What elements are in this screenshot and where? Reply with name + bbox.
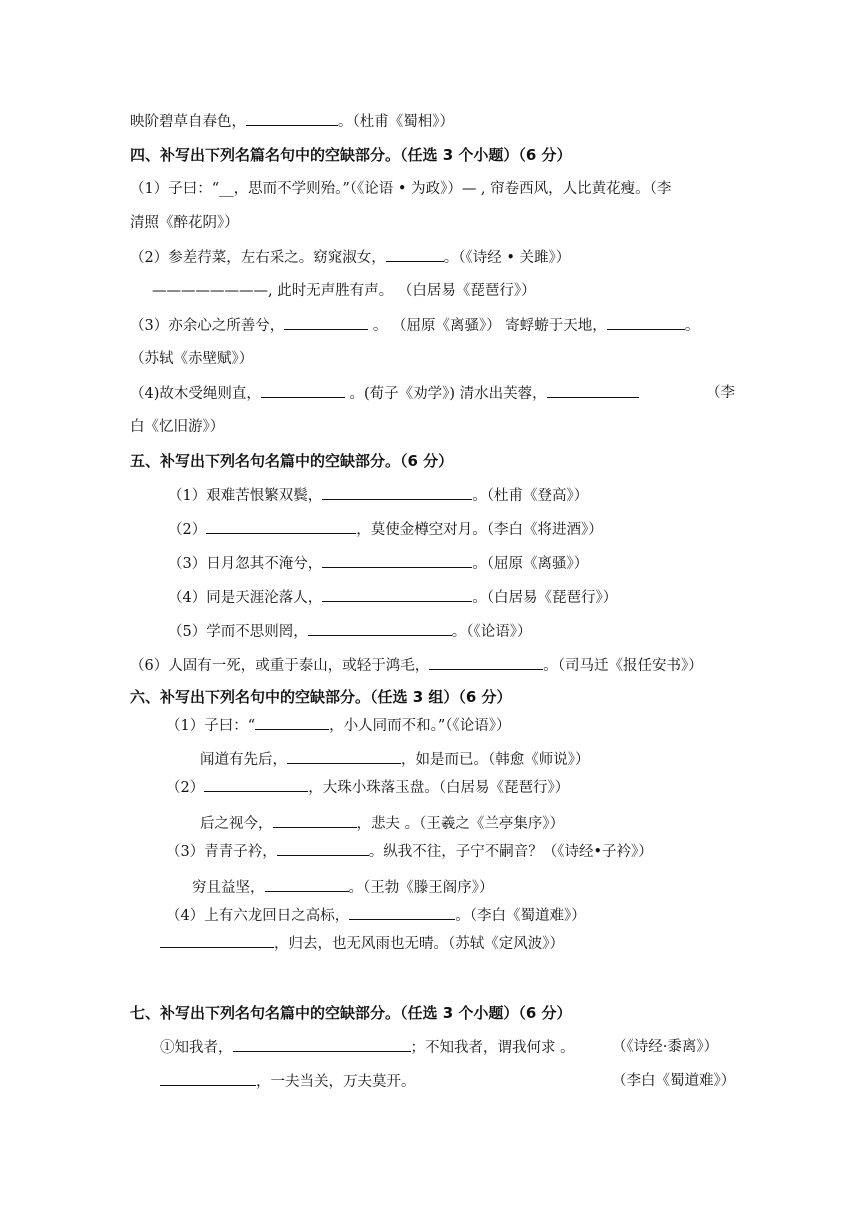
section-6-heading: 六、补写出下列名句中的空缺部分。（任选 3 组）（6 分） bbox=[130, 688, 512, 706]
text: 。（杜甫《蜀相》） bbox=[338, 114, 454, 130]
text: ，悲夫 。（王羲之《兰亭集序》） bbox=[356, 816, 565, 832]
answer-blank[interactable] bbox=[386, 247, 444, 262]
text: 。 bbox=[684, 318, 700, 334]
text: 。（杜甫《登高》） bbox=[472, 488, 589, 504]
section-5-heading: 五、补写出下列名句名篇中的空缺部分。（6 分） bbox=[130, 452, 454, 470]
text: 。（司马迁《报任安书》） bbox=[543, 658, 703, 674]
answer-blank[interactable] bbox=[255, 715, 329, 730]
s6-q3-line2 bbox=[192, 877, 494, 898]
text: （3）青青子衿， bbox=[166, 844, 277, 860]
s6-q1-line1 bbox=[166, 715, 511, 736]
text: 。（李白《蜀道难》） bbox=[455, 908, 586, 924]
text: ①知我者， bbox=[160, 1040, 233, 1056]
answer-blank[interactable] bbox=[206, 519, 356, 534]
section-4-heading: 四、补写出下列名篇名句中的空缺部分。（任选 3 个小题）（6 分） bbox=[130, 146, 572, 164]
s4-q4-line1 bbox=[130, 383, 639, 404]
text: （1）艰难苦恨繁双鬓， bbox=[168, 488, 323, 504]
answer-blank[interactable] bbox=[607, 315, 685, 330]
s4-q3-line2: （苏轼《赤壁赋》） bbox=[130, 351, 254, 367]
text: 闻道有先后， bbox=[200, 752, 287, 768]
text: （1）子曰：“ bbox=[166, 718, 256, 734]
answer-blank[interactable] bbox=[322, 485, 472, 500]
line-shu-xiang bbox=[130, 111, 454, 132]
answer-blank[interactable] bbox=[308, 621, 452, 636]
answer-blank[interactable] bbox=[547, 383, 639, 398]
text: （4）同是天涯沦落人， bbox=[168, 590, 323, 606]
answer-blank[interactable] bbox=[246, 111, 338, 126]
answer-blank[interactable] bbox=[204, 777, 308, 792]
text: （3）日月忽其不淹兮， bbox=[168, 556, 323, 572]
text: （3）亦余心之所善兮， bbox=[130, 318, 285, 334]
answer-blank[interactable] bbox=[277, 841, 369, 856]
s4-q2-line2: ————————, 此时无声胜有声。 （白居易《琵琶行》） bbox=[152, 283, 536, 299]
text: （5）学而不思则罔， bbox=[168, 624, 308, 640]
s4-q1-line2: 清照《醉花阴》） bbox=[130, 215, 239, 231]
answer-blank[interactable] bbox=[160, 1071, 256, 1086]
answer-blank[interactable] bbox=[265, 877, 349, 892]
s6-q1-line2 bbox=[200, 749, 590, 770]
text: （2）参差荇菜，左右采之。窈窕淑女， bbox=[130, 250, 386, 266]
s4-q2-line1 bbox=[130, 247, 570, 268]
answer-blank[interactable] bbox=[287, 749, 401, 764]
text: ，如是而已。（韩愈《师说》） bbox=[401, 752, 590, 768]
text: ；不知我者，谓我何求 。 bbox=[410, 1040, 575, 1056]
text: ，莫使金樽空对月。（李白《将进酒》） bbox=[356, 522, 603, 538]
text: 映阶碧草自春色， bbox=[130, 114, 246, 130]
s6-q4-line2 bbox=[160, 933, 564, 954]
s4-q3-line1 bbox=[130, 315, 699, 336]
answer-blank[interactable] bbox=[322, 587, 472, 602]
text: 。（《诗经 • 关雎》） bbox=[443, 250, 571, 266]
text: 穷且益坚， bbox=[192, 880, 265, 896]
text: 后之视今， bbox=[200, 816, 273, 832]
answer-blank[interactable] bbox=[233, 1037, 411, 1052]
s5-q5 bbox=[168, 621, 531, 642]
answer-blank[interactable] bbox=[429, 655, 543, 670]
text: ，归去，也无风雨也无晴。（苏轼《定风波》） bbox=[274, 936, 564, 952]
text: （4）上有六龙回日之高标， bbox=[166, 908, 350, 924]
s6-q2-line1 bbox=[166, 777, 569, 798]
text: 。纵我不往，子宁不嗣音？（《诗经•子衿》） bbox=[368, 844, 653, 860]
text: （4)故木受绳则直， bbox=[130, 386, 261, 402]
text: 。（《论语》） bbox=[451, 624, 532, 640]
text: （2） bbox=[166, 780, 205, 796]
s5-q6 bbox=[130, 655, 703, 676]
text: 。(荀子《劝学》) 清水出芙蓉， bbox=[344, 386, 547, 402]
answer-blank[interactable] bbox=[160, 933, 274, 948]
text: ，小人同而不和。”（《论语》） bbox=[329, 718, 511, 734]
text: 。（白居易《琵琶行》） bbox=[472, 590, 618, 606]
s5-q4 bbox=[168, 587, 617, 608]
s7-q2-source: （李白《蜀道难》） bbox=[612, 1073, 736, 1089]
text: （2） bbox=[168, 522, 207, 538]
s6-q4-line1 bbox=[166, 905, 586, 926]
answer-blank[interactable] bbox=[261, 383, 345, 398]
text: （6）人固有一死，或重于泰山，或轻于鸿毛， bbox=[130, 658, 430, 674]
s4-q4-right: （李 bbox=[706, 385, 735, 401]
text: ，大珠小珠落玉盘。（白居易《琵琶行》） bbox=[308, 780, 570, 796]
s4-q1-line1: （1）子曰：“__，思而不学则殆。”（《论语 • 为政》）— , 帘卷西风，人比黄花瘦。（李 bbox=[130, 181, 672, 197]
answer-blank[interactable] bbox=[284, 315, 368, 330]
s7-q1-source: （《诗经·黍离》） bbox=[612, 1039, 719, 1055]
s5-q1 bbox=[168, 485, 588, 506]
s6-q2-line2 bbox=[200, 813, 564, 834]
answer-blank[interactable] bbox=[322, 553, 472, 568]
answer-blank[interactable] bbox=[349, 905, 455, 920]
section-7-heading: 七、补写出下列名句名篇中的空缺部分。（任选 3 个小题）（6 分） bbox=[130, 1004, 572, 1022]
s6-q3-line1 bbox=[166, 841, 653, 862]
s7-q1 bbox=[160, 1037, 575, 1058]
s5-q2 bbox=[168, 519, 603, 540]
text: 。（王勃《滕王阁序》） bbox=[348, 880, 494, 896]
text: 。（屈原《离骚》） bbox=[472, 556, 589, 572]
answer-blank[interactable] bbox=[273, 813, 357, 828]
s4-q4-line2: 白《忆旧游》） bbox=[130, 419, 225, 435]
s5-q3 bbox=[168, 553, 588, 574]
s7-q2 bbox=[160, 1071, 416, 1092]
text: ，一夫当关，万夫莫开。 bbox=[256, 1074, 416, 1090]
text: 。 （屈原《离骚》） 寄蜉蝣于天地， bbox=[368, 318, 607, 334]
